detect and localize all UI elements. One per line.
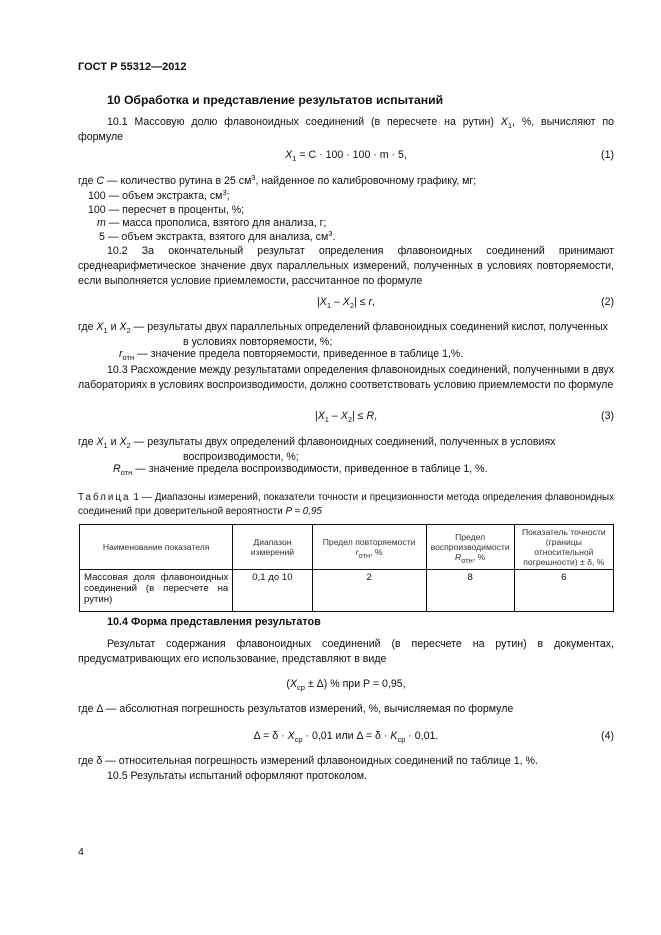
document-header: ГОСТ Р 55312—2012 [78, 61, 187, 73]
th-range: Диапазон измерений [233, 525, 312, 570]
table-header-row [80, 525, 614, 570]
section-title: 10 Обработка и представление результатов испытаний [107, 93, 444, 107]
table-row [80, 570, 614, 612]
cell-delta: 6 [514, 570, 613, 612]
table-caption: Таблица 1 — Диапазоны измерений, показатели точности и прецизионности метода определения флавоноидных соединений при доверительной вероятности P = 0,95 [78, 492, 614, 517]
where-c: где C — количество рутина в 25 $см^3$, найденное по калибровочному графику, мг; [78, 173, 477, 187]
paragraph-10-3: 10.3 Расхождение между результатами определения флавоноидных соединений, полученными в двух лабораториях в условиях воспроизводимости, должно соответствовать условию приемлемости по формуле [78, 364, 614, 391]
formula-3-number: (3) [601, 410, 614, 422]
formula-1: $X_1 = C \cdot 100 \cdot 100 \cdot m \cdot 5$, [285, 149, 407, 163]
formula-2-number: (2) [601, 296, 614, 308]
subsection-title: 10.4 Форма представления результатов [107, 616, 321, 628]
formula-4-number: (4) [601, 730, 614, 742]
where-delta-abs: где Δ — абсолютная погрешность результатов измерений, %, вычисляемая по формуле [78, 703, 514, 715]
paragraph-10-1: 10.1 Массовую долю флавоноидных соединений (в пересчете на рутин) $X_1$, %, вычисляют по формуле [78, 116, 614, 143]
th-reproducibility: Предел воспроизводимости $R_{отн}$, % [426, 525, 514, 570]
page-number: 4 [78, 846, 84, 858]
where-r-otn: $r_{отн}$ — значение предела повторяемости, приведенное в таблице 1,%. [119, 348, 464, 362]
paragraph-10-4: Результат содержания флавоноидных соединений (в пересчете на рутин) в документах, предусматривающих его использование, представляют в виде [78, 638, 614, 665]
where-m: m — масса прополиса, взятого для анализа, г; [97, 217, 327, 229]
where-x1-x2-repeat: где $X_1$ и $X_2$ — результаты двух параллельных определений флавоноидных соединений кислот, полученных в условиях повторяемости, %; [78, 321, 608, 348]
th-repeatability: Предел повторяемости $r_{отн}$, % [312, 525, 426, 570]
th-name: Наименование показателя [80, 525, 233, 570]
where-5: 5 — объем экстракта, взятого для анализа, $см^3$. [99, 229, 336, 243]
formula-2: $|X_1 - X_2| \le r$, [317, 296, 375, 310]
formula-4: $\Delta = \delta \cdot X_{ср} \cdot 0,01$ или $\Delta = \delta \cdot K_{ср} \cdot 0,01$. [253, 730, 439, 744]
formula-1-number: (1) [601, 149, 614, 161]
th-accuracy: Показатель точности (границы относительной погрешности) ± δ, % [514, 525, 613, 570]
where-100-percent: 100 — пересчет в проценты, %; [88, 204, 245, 216]
formula-3: $|X_1 - X_2| \le R$, [314, 410, 378, 424]
cell-r: 2 [312, 570, 426, 612]
paragraph-10-5: 10.5 Результаты испытаний оформляют протоколом. [107, 770, 367, 782]
where-100-extract: 100 — объем экстракта, $см^3$; [88, 188, 230, 202]
cell-range: 0,1 до 10 [233, 570, 312, 612]
table-1 [79, 524, 614, 612]
formula-form: $(X_{ср} \pm \Delta)$ % при P = 0,95, [286, 678, 406, 692]
where-delta-rel: где δ — относительная погрешность измерений флавоноидных соединений по таблице 1, %. [78, 755, 538, 767]
paragraph-10-2: 10.2 За окончательный результат определения флавоноидных соединений принимают среднеарифметическое значение двух параллельных измерений, полученных в условиях повторяемости, если выполняется условие приемлемости, рассчитанное по формуле [78, 245, 614, 287]
cell-R: 8 [426, 570, 514, 612]
where-R-otn: $R_{отн}$ — значение предела воспроизводимости, приведенное в таблице 1, %. [113, 463, 488, 477]
where-x1-x2-reproduce: где $X_1$ и $X_2$ — результаты двух определений флавоноидных соединений, полученных в условиях воспроизводимости, %; [78, 436, 556, 463]
cell-name: Массовая доля флавоноидных соединений (в пересчете на рутин) [80, 570, 233, 612]
